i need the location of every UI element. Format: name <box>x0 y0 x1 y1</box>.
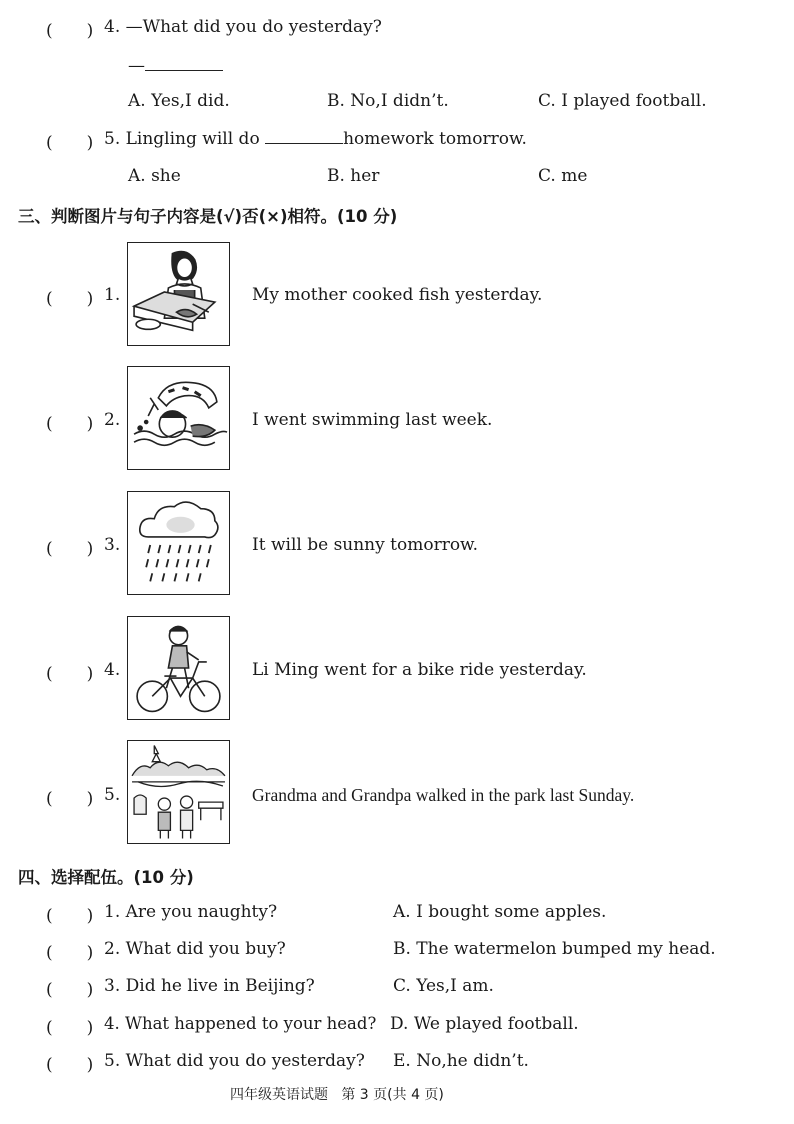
page-footer <box>230 1084 444 1104</box>
reply-line-p2-q4[interactable] <box>128 56 223 76</box>
section-heading-part3: 三、判断图片与句子内容是(√)否(×)相符。(10 分) <box>18 207 398 226</box>
section-heading-part4: 四、选择配伍。(10 分) <box>18 868 194 887</box>
footer-title: 四年级英语试题 <box>230 1087 328 1103</box>
question-p2-q4: 4. —What did you do yesterday? <box>104 17 382 37</box>
item-number-p3-5: 5. <box>104 785 121 805</box>
question-text-after: homework tomorrow. <box>343 129 527 149</box>
question-p4-4: 4. What happened to your head? <box>104 1014 377 1033</box>
item-number-p3-4: 4. <box>104 660 121 680</box>
answer-paren-p3-3[interactable]: ( ) <box>46 539 94 559</box>
answer-paren-p3-4[interactable]: ( ) <box>46 664 94 684</box>
question-p4-1: 1. Are you naughty? <box>104 902 278 922</box>
question-p4-3: 3. Did he live in Beijing? <box>104 976 315 996</box>
question-p4-5: 5. What did you do yesterday? <box>104 1051 365 1071</box>
question-text-before: 5. Lingling will do <box>104 129 260 149</box>
mother-cooking-fish-picture <box>127 242 230 346</box>
item-number-p3-3: 3. <box>104 535 121 555</box>
answer-paren-p4-4[interactable]: ( ) <box>46 1018 94 1038</box>
sentence-p3-2: I went swimming last week. <box>252 410 493 430</box>
answer-paren-p4-1[interactable]: ( ) <box>46 906 94 926</box>
option-c-p2-q5: C. me <box>538 166 588 186</box>
footer-page-number: 第 3 页(共 4 页) <box>341 1087 444 1103</box>
option-b-p2-q4: B. No,I didn’t. <box>327 91 449 111</box>
answer-paren-p3-2[interactable]: ( ) <box>46 414 94 434</box>
sentence-p3-4: Li Ming went for a bike ride yesterday. <box>252 660 587 680</box>
answer-option-d: D. We played football. <box>390 1014 579 1034</box>
option-c-p2-q4: C. I played football. <box>538 91 707 111</box>
answer-option-a: A. I bought some apples. <box>393 902 607 922</box>
answer-paren-p4-5[interactable]: ( ) <box>46 1055 94 1075</box>
answer-paren-p2-q5[interactable]: ( ) <box>46 133 94 153</box>
answer-paren-p3-1[interactable]: ( ) <box>46 289 94 309</box>
answer-blank[interactable] <box>145 70 223 71</box>
sentence-p3-1: My mother cooked fish yesterday. <box>252 285 543 305</box>
item-number-p3-1: 1. <box>104 285 121 305</box>
option-a-p2-q4: A. Yes,I did. <box>128 91 230 111</box>
question-p2-q5 <box>104 129 527 149</box>
answer-paren-p2-q4[interactable]: ( ) <box>46 21 94 41</box>
answer-option-c: C. Yes,I am. <box>393 976 494 996</box>
answer-option-e: E. No,he didn’t. <box>393 1051 529 1071</box>
boy-riding-bike-picture <box>127 616 230 720</box>
rain-cloud-picture <box>127 491 230 595</box>
grandparents-in-park-picture <box>127 740 230 844</box>
answer-option-b: B. The watermelon bumped my head. <box>393 939 716 959</box>
option-b-p2-q5: B. her <box>327 166 380 186</box>
sentence-p3-5: Grandma and Grandpa walked in the park last Sunday. <box>252 785 635 805</box>
option-a-p2-q5: A. she <box>128 166 181 186</box>
reply-dash: — <box>128 56 145 76</box>
item-number-p3-2: 2. <box>104 410 121 430</box>
answer-paren-p4-3[interactable]: ( ) <box>46 980 94 1000</box>
answer-blank[interactable] <box>265 143 343 144</box>
sentence-p3-3: It will be sunny tomorrow. <box>252 535 478 555</box>
question-p4-2: 2. What did you buy? <box>104 939 286 959</box>
boy-swimming-picture <box>127 366 230 470</box>
answer-paren-p3-5[interactable]: ( ) <box>46 789 94 809</box>
answer-paren-p4-2[interactable]: ( ) <box>46 943 94 963</box>
